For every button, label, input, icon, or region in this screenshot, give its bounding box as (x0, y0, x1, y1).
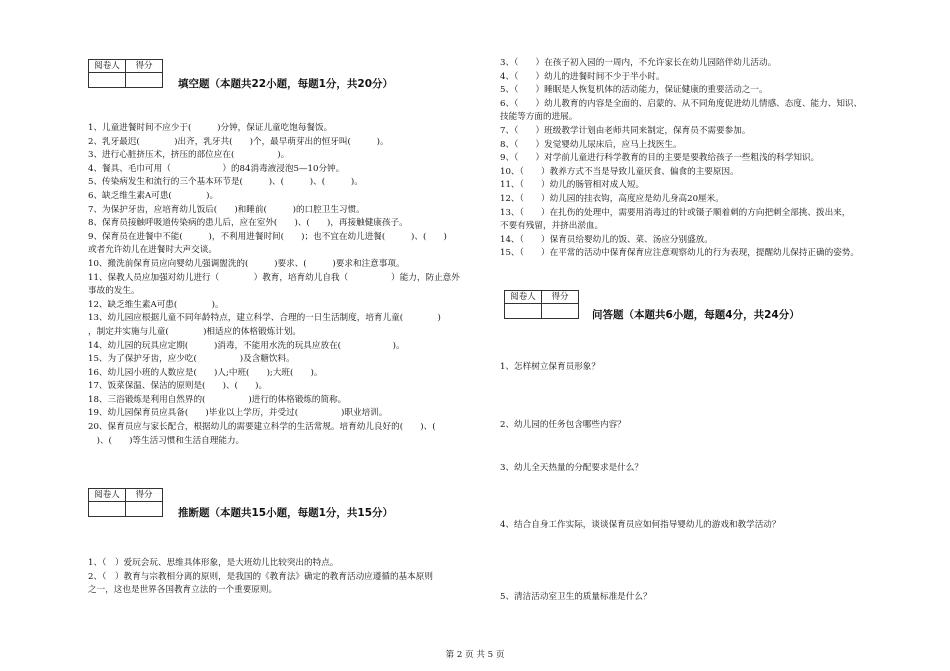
fill-blank-list (88, 122, 490, 448)
judgment-line: 10、（ ）教养方式不当是导致儿童厌食、偏食的主要原因。 (500, 166, 739, 177)
qa-question-1: 1、怎样树立保育员形象？ (500, 362, 600, 372)
reviewer-cell[interactable] (89, 502, 126, 517)
qa-question-4: 4、结合自身工作实际，谈谈保育员应如何指导婴幼儿的游戏和教学活动？ (500, 520, 781, 530)
fill-blank-line: 15、为了保护牙齿，应少吃( )及含糖饮料。 (88, 354, 295, 365)
reviewer-label: 阅卷人 (89, 489, 126, 502)
judgment-line: 6、（ ）幼儿教育的内容是全面的、启蒙的、从不同角度促进幼儿情感、态度、能力、知识、 (500, 98, 863, 109)
judgment-line: 1、（ ）爱玩会玩、思维具体形象，是大班幼儿比较突出的特点。 (88, 558, 339, 568)
judgment-list-left (88, 557, 490, 598)
fill-blank-title: 填空题（本题共22小题，每题1分，共20分） (178, 78, 394, 90)
fill-blank-line: 18、三浴锻炼是利用自然界的( )进行的体格锻炼的简称。 (88, 394, 347, 405)
fill-blank-line: 事故的发生。 (88, 286, 140, 297)
reviewer-label: 阅卷人 (89, 60, 126, 73)
fill-blank-line: )、( )等生活习惯和生活自理能力。 (88, 435, 245, 446)
judgment-line: 14、（ ）保育员给婴幼儿的饭、菜、汤应分别盛放。 (500, 234, 713, 245)
reviewer-cell[interactable] (89, 73, 126, 88)
judgment-line: 4、（ ）幼儿的进餐时间不少于半小时。 (500, 71, 665, 82)
reviewer-label: 阅卷人 (505, 291, 542, 304)
fill-blank-line: 7、为保护牙齿，应培育幼儿饭后( )和睡前( )的口腔卫生习惯。 (88, 204, 365, 215)
judgment-line: 之一，这也是世界各国教育立法的一个重要原则。 (88, 585, 278, 596)
judgment-line: 7、（ ）班级教学计划由老师共同来制定，保育员不需要参加。 (500, 125, 751, 136)
judgment-title: 推断题（本题共15小题，每题1分，共15分） (178, 507, 394, 519)
fill-blank-line: 9、保育员在进餐中不能( )，不利用进餐时间( )；也不宜在幼儿进餐( )、( ) (88, 231, 447, 242)
score-label: 得分 (126, 60, 163, 73)
judgment-line: 15、（ ）在平常的活动中保育保育应注意观察幼儿的行为表现，提醒幼儿保持正确的姿势。 (500, 248, 859, 259)
fill-blank-line: 8、保育员接触呼吸道传染病的患儿后，应在室外( )、( )，再接触健康孩子。 (88, 218, 408, 229)
fill-blank-line: 或者允许幼儿在进餐时大声交谈。 (88, 245, 217, 256)
fill-blank-line: 5、传染病发生和流行的三个基本环节是( )、( )、( )。 (88, 177, 363, 188)
fill-blank-line: 2、乳牙最迟( )出齐，乳牙共( )个，最早萌芽出的恒牙叫( )。 (88, 136, 389, 147)
judgment-line: 13、（ ）在扎伤的处理中，需要用消毒过的针或镊子顺着刺的方向把刺全部挑、拨出来， (500, 207, 851, 218)
judgment-list-right (500, 57, 905, 261)
qa-question-2: 2、幼儿园的任务包含哪些内容？ (500, 420, 626, 430)
fill-blank-line: 3、进行心脏挤压术，挤压的部位应在( )。 (88, 150, 290, 161)
qa-question-5: 5、清洁活动室卫生的质量标准是什么？ (500, 592, 652, 602)
score-table-fill-blank (88, 59, 163, 88)
fill-blank-line: 12、缺乏维生素A可患( )。 (88, 299, 224, 310)
score-table-qa (504, 290, 579, 319)
page-footer: 第 2 页 共 5 页 (445, 650, 505, 660)
score-label: 得分 (542, 291, 579, 304)
fill-blank-line: 4、餐具、毛巾可用（ ）的84消毒液浸泡5—10分钟。 (88, 163, 345, 174)
score-cell[interactable] (126, 73, 163, 88)
fill-blank-line: 10、搬洗前保育员应向婴幼儿强调盥洗的( )要求、( )要求和注意事项。 (88, 258, 405, 269)
judgment-line: 3、（ ）在孩子初入园的一周内，不允许家长在幼儿园陪伴幼儿活动。 (500, 58, 777, 68)
fill-blank-line: 13、幼儿园应根据儿童不同年龄特点，建立科学、合理的一日生活制度，培育儿童( ) (88, 313, 441, 324)
fill-blank-line: 20、保育员应与家长配合，根据幼儿的需要建立科学的生活常规。培育幼儿良好的( )、( (88, 422, 436, 433)
reviewer-cell[interactable] (505, 304, 542, 319)
judgment-line: 11、（ ）幼儿的肠管相对成人短。 (500, 180, 645, 191)
fill-blank-line: ，制定并实施与儿童( )相适应的体格锻炼计划。 (88, 326, 301, 337)
fill-blank-line: 6、缺乏维生素A可患( )。 (88, 190, 219, 201)
fill-blank-line: 1、儿童进餐时间不应少于( )分钟，保证儿童吃饱每餐饭。 (88, 123, 333, 133)
score-cell[interactable] (126, 502, 163, 517)
score-label: 得分 (126, 489, 163, 502)
fill-blank-line: 16、幼儿园小班的人数应是( )人;中班( );大班( )。 (88, 367, 323, 378)
qa-title: 问答题（本题共6小题，每题4分，共24分） (592, 309, 800, 321)
score-table-judgment (88, 488, 163, 517)
judgment-line: 技能等方面的进展。 (500, 112, 578, 123)
judgment-line: 5、（ ）睡眠是人恢复机体的活动能力，保证健康的重要活动之一。 (500, 85, 768, 96)
fill-blank-line: 19、幼儿园保育员应具备( )毕业以上学历，并受过( )职业培训。 (88, 408, 388, 419)
qa-question-3: 3、幼儿全天热量的分配要求是什么？ (500, 463, 643, 473)
fill-blank-line: 14、幼儿园的玩具应定期( )消毒，不能用水洗的玩具应放在( )。 (88, 340, 405, 351)
fill-blank-line: 17、饭菜保温、保洁的原则是( )、( )。 (88, 381, 268, 392)
judgment-line: 12、（ ）幼儿园的挂衣钩，高度应是幼儿身高20厘米。 (500, 193, 724, 204)
judgment-line: 8、（ ）发觉婴幼儿尿床后，应马上找医生。 (500, 139, 682, 150)
score-cell[interactable] (542, 304, 579, 319)
judgment-line: 9、（ ）对学前儿童进行科学教育的目的主要是要教给孩子一些粗浅的科学知识。 (500, 153, 820, 164)
judgment-line: 2、（ ）教育与宗教相分离的原则，是我国的《教育法》确定的教育活动应遵循的基本原则 (88, 571, 433, 582)
fill-blank-line: 11、保教人员应加强对幼儿进行（ ）教育，培育幼儿自我（ ）能力，防止意外 (88, 272, 460, 283)
judgment-line: 不要有残留，并挤出淤血。 (500, 221, 604, 232)
